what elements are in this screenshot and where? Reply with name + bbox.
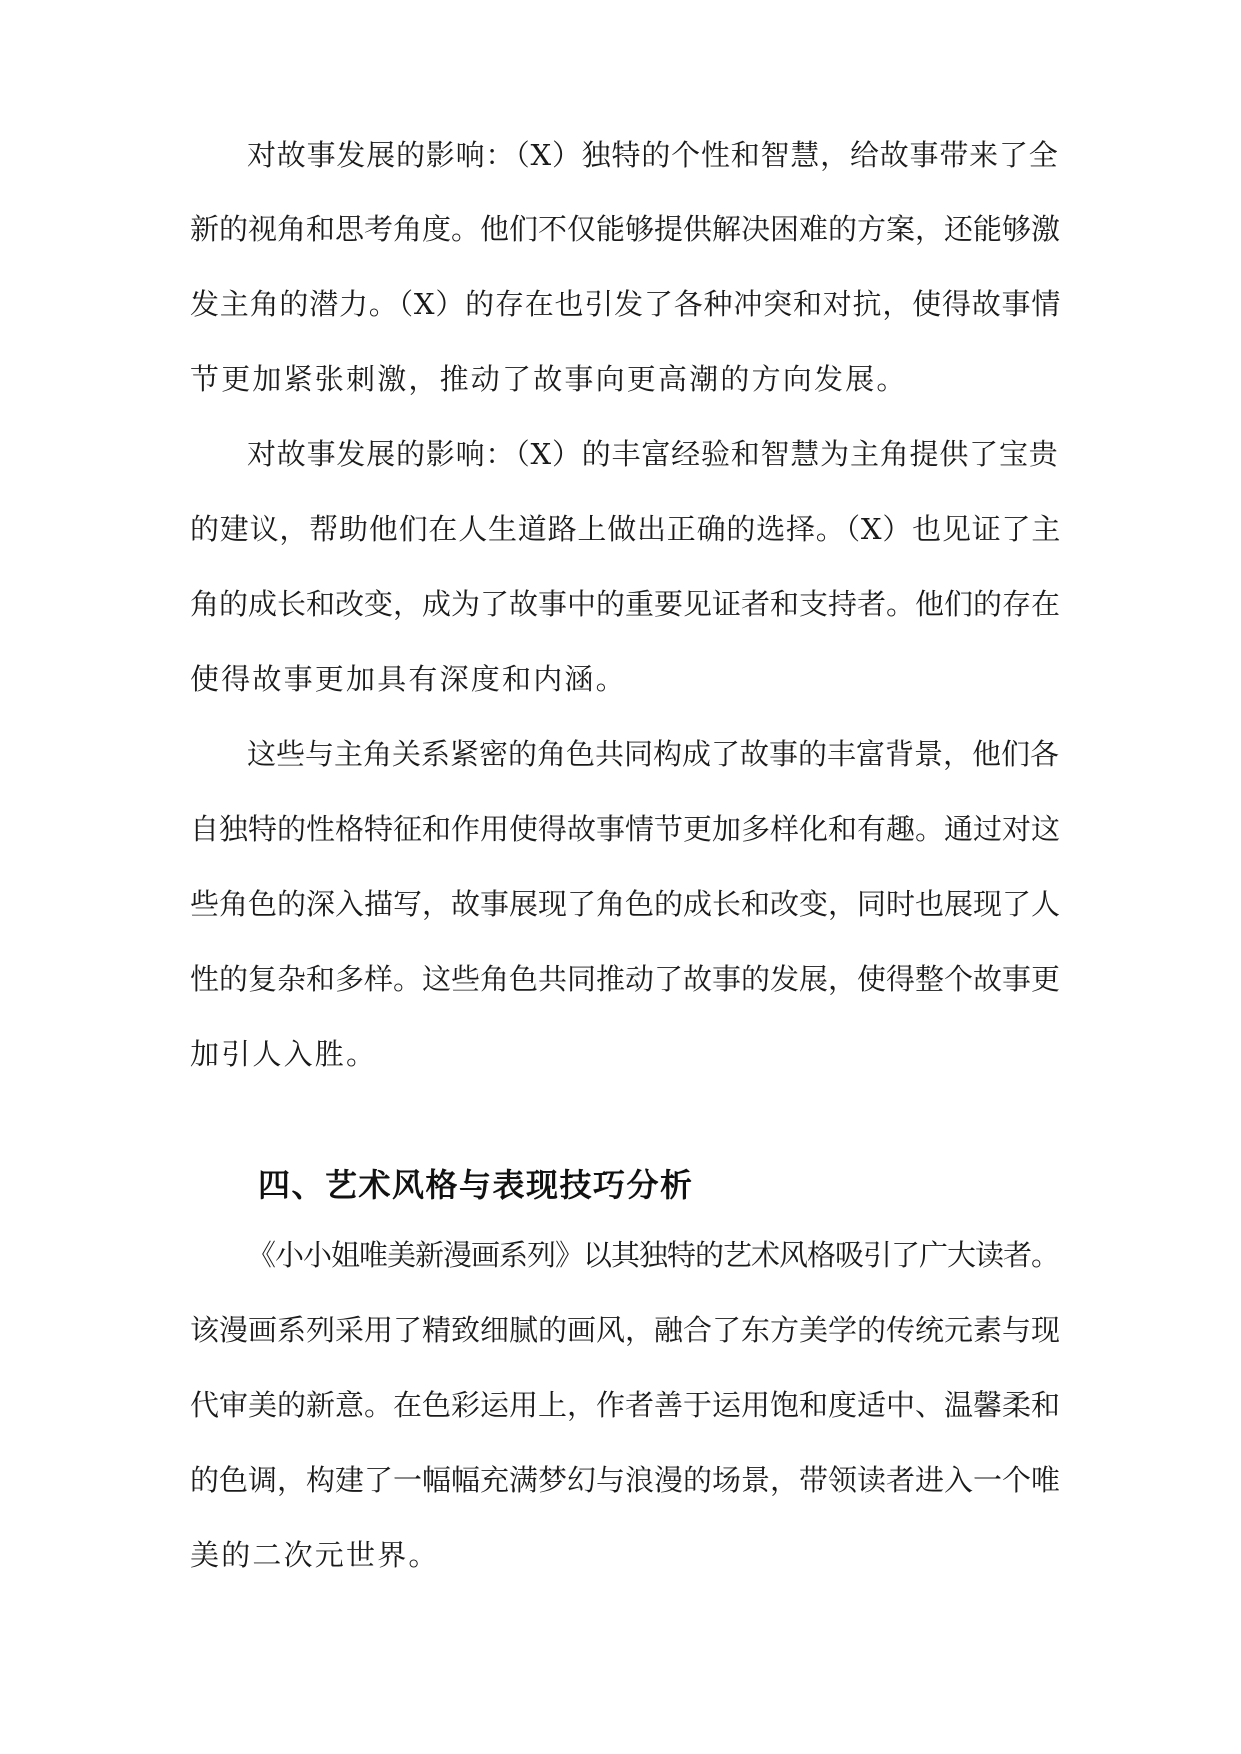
paragraph-line: 些角色的深入描写，故事展现了角色的成长和改变，同时也展现了人	[190, 887, 1061, 921]
paragraph-line: 对故事发展的影响：（X）独特的个性和智慧，给故事带来了全	[247, 138, 1059, 172]
paragraph-line: 《小小姐唯美新漫画系列》以其独特的艺术风格吸引了广大读者。	[247, 1238, 1060, 1272]
paragraph-line: 自独特的性格特征和作用使得故事情节更加多样化和有趣。通过对这	[190, 812, 1061, 846]
paragraph-line: 代审美的新意。在色彩运用上，作者善于运用饱和度适中、温馨柔和	[190, 1388, 1061, 1422]
paragraph-line: 的色调，构建了一幅幅充满梦幻与浪漫的场景，带领读者进入一个唯	[190, 1463, 1061, 1497]
paragraph-line: 加引人入胜。	[190, 1037, 378, 1071]
paragraph-line: 新的视角和思考角度。他们不仅能够提供解决困难的方案，还能够激	[190, 212, 1061, 246]
paragraph-line: 性的复杂和多样。这些角色共同推动了故事的发展，使得整个故事更	[190, 962, 1061, 996]
paragraph-line: 使得故事更加具有深度和内涵。	[190, 662, 627, 696]
paragraph-line: 节更加紧张刺激，推动了故事向更高潮的方向发展。	[190, 362, 908, 396]
paragraph-line: 美的二次元世界。	[190, 1538, 440, 1572]
paragraph-line: 角的成长和改变，成为了故事中的重要见证者和支持者。他们的存在	[190, 587, 1061, 621]
paragraph-line: 的建议，帮助他们在人生道路上做出正确的选择。（X）也见证了主	[190, 512, 1062, 546]
section-heading: 四、艺术风格与表现技巧分析	[258, 1166, 694, 1204]
paragraph-line: 该漫画系列采用了精致细腻的画风，融合了东方美学的传统元素与现	[190, 1313, 1061, 1347]
paragraph-line: 这些与主角关系紧密的角色共同构成了故事的丰富背景，他们各	[247, 737, 1060, 771]
paragraph-line: 对故事发展的影响：（X）的丰富经验和智慧为主角提供了宝贵	[247, 437, 1059, 471]
paragraph-line: 发主角的潜力。（X）的存在也引发了各种冲突和对抗，使得故事情	[190, 287, 1062, 321]
